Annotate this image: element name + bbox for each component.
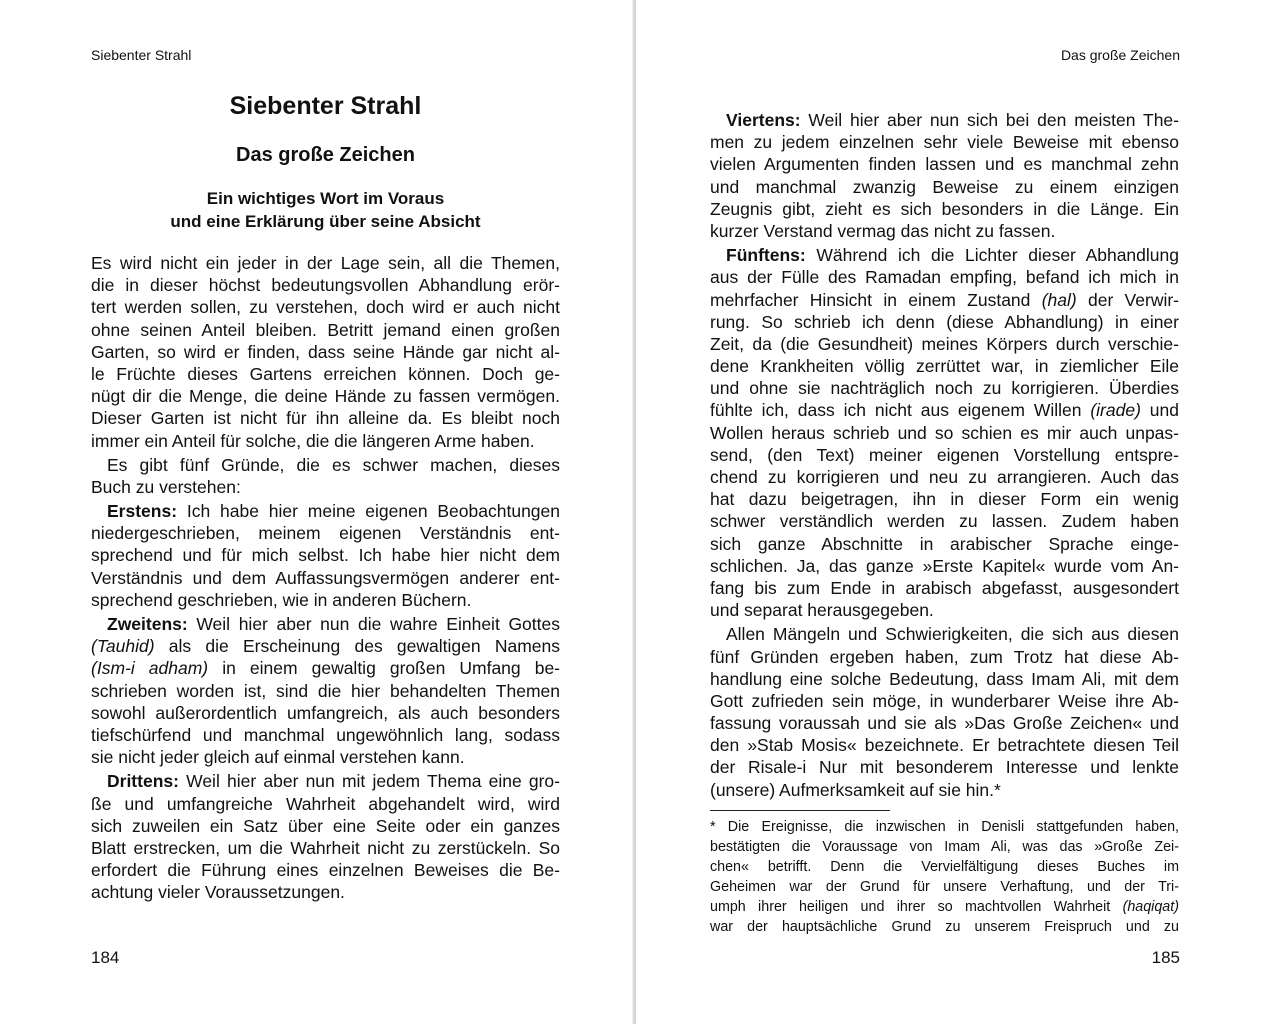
text-line: kurzer Verstand vermag das nicht zu fassen. <box>710 220 1056 241</box>
text-line: handlung eine solche Bedeutung, dass Imam Ali, mit dem <box>710 668 1179 689</box>
text-line: (Ism-i adham) in einem gewaltig großen Umfang be- <box>91 658 560 679</box>
footnote-rule <box>710 810 890 811</box>
section-heading-line: Ein wichtiges Wort im Voraus <box>206 189 445 208</box>
left-page <box>0 0 634 1024</box>
text-line: Es gibt fünf Gründe, die es schwer machen, dieses <box>107 454 560 475</box>
text-line: men zu jedem einzelnen sehr viele Beweise mit ebenso <box>710 132 1179 153</box>
text-line: Gott zufrieden sein möge, in wunderbarer Weise ihre Ab- <box>710 690 1179 711</box>
text-line: war der hauptsächliche Grund zu unserem Freispruch und zu <box>710 918 1179 935</box>
text-line: Zeit, da (die Gesundheit) meines Körpers durch verschie- <box>710 333 1179 354</box>
text-line: tiefschürfend und manchmal ungewöhnlich lang, sodass <box>91 724 560 745</box>
text-line: sie nicht jeder gleich auf einmal verstehen kann. <box>91 747 465 768</box>
text-line: (unsere) Aufmerksamkeit auf sie hin.* <box>710 779 1001 800</box>
paragraph <box>91 770 560 903</box>
text-line: dene Krankheiten völlig zerrüttet war, in ziemlicher Eile <box>710 356 1179 377</box>
text-line: ohne seinen Anteil bleiben. Betritt jemand einen großen <box>91 319 560 340</box>
paragraph <box>710 109 1179 242</box>
paragraph <box>91 613 560 768</box>
text-line: achtung vieler Voraussetzungen. <box>91 882 345 903</box>
running-head: Das große Zeichen <box>1060 47 1180 63</box>
chapter-subtitle: Das große Zeichen <box>236 144 415 166</box>
paragraph <box>91 252 560 452</box>
text-line: (Tauhid) als die Erscheinung des gewaltigen Namens <box>91 636 560 657</box>
paragraph <box>710 623 1179 801</box>
text-line: chend zu korrigieren und neu zu arrangieren. Auch das <box>710 467 1179 487</box>
text-line: fünf Gründen ergeben haben, zum Trotz hat diese Ab- <box>710 646 1179 667</box>
text-line: fang bis zum Ende in arabisch abgefasst, ausgesondert <box>710 577 1179 598</box>
text-line: Zeugnis gibt, zieht es sich besonders in die Länge. Ein <box>710 198 1179 219</box>
section-heading <box>91 188 560 233</box>
text-line: umph ihrer heiligen und ihrer so machtvollen Wahrheit (haqiqat) <box>710 898 1179 915</box>
text-line: den »Stab Mosis« bezeichnete. Er betrachtete diesen Teil <box>710 735 1179 756</box>
text-line: le Früchte dieses Gartens erreichen können. Doch ge- <box>91 363 560 384</box>
text-line: aus der Fülle des Ramadan empfing, befand ich mich in <box>710 267 1179 288</box>
text-line: sprechend geschrieben, wie in anderen Büchern. <box>91 589 472 610</box>
footnote <box>710 817 1179 937</box>
text-line: immer ein Anteil für solche, die die längeren Arme haben. <box>91 430 535 451</box>
text-line: hat dazu beigetragen, ihn in dieser Form ein wenig <box>710 489 1179 510</box>
text-line: niedergeschrieben, meinem eigenen Verständnis ent- <box>91 523 560 544</box>
text-line: chen« betrifft. Denn die Vervielfältigung dieses Buches im <box>710 858 1179 875</box>
text-line: schwer verständlich werden zu lassen. Zudem haben <box>710 511 1179 532</box>
text-line: und separat herausgegeben. <box>710 600 934 621</box>
text-line: Buch zu verstehen: <box>91 476 241 497</box>
text-line: Wollen heraus schrieb und so schien es mir auch unpas- <box>710 422 1179 443</box>
text-line: tert werden sollen, zu verstehen, doch wird er auch nicht <box>91 297 560 318</box>
text-line: fassung voraussah und sie als »Das Große Zeichen« und <box>710 713 1179 734</box>
text-line: vielen Argumenten finden lassen und es manchmal zehn <box>710 154 1179 175</box>
text-line: Garten, so wird er finden, dass seine Hände gar nicht al- <box>91 341 560 362</box>
text-line: Blatt erstrecken, um die Wahrheit nicht zu zerstückeln. So <box>91 837 560 858</box>
text-line: schlichen. Ja, das ganze »Erste Kapitel« wurde vom An- <box>710 555 1179 576</box>
text-line: Viertens: Weil hier aber nun sich bei den meisten The- <box>726 110 1179 130</box>
text-line: sich zuweilen ein Satz über eine Seite oder ein ganzes <box>91 815 560 836</box>
text-line: Fünftens: Während ich die Lichter dieser Abhandlung <box>726 245 1179 266</box>
text-line: mehrfacher Hinsicht in einem Zustand (hal) der Verwir- <box>710 289 1180 310</box>
text-line: Dieser Garten ist nicht für ihn alleine da. Es bleibt noch <box>91 408 560 429</box>
text-line: send, (den Text) meiner eigenen Vorstellung entspre- <box>710 444 1179 465</box>
body-text <box>710 109 1179 801</box>
text-line: fühlte ich, dass ich nicht aus eigenem Willen (irade) und <box>710 400 1179 421</box>
running-head: Siebenter Strahl <box>91 47 192 63</box>
text-line: Es wird nicht ein jeder in der Lage sein, all die Themen, <box>91 253 560 273</box>
text-line: schrieben worden ist, sind die hier behandelten Themen <box>91 680 560 701</box>
right-page <box>636 0 1270 1024</box>
text-line: rung. So schrieb ich denn (diese Abhandlung) in einer <box>710 311 1179 332</box>
text-line: der Risale-i Nur mit besonderem Interesse und lenkte <box>710 757 1179 778</box>
text-line: sprechend und für mich selbst. Ich habe hier nicht dem <box>91 545 560 566</box>
text-line: erfordert die Führung eines einzelnen Beweises die Be- <box>91 860 560 881</box>
text-line: sowohl außerordentlich umfangreich, als auch besonders <box>91 702 560 723</box>
page-number: 184 <box>91 948 120 967</box>
chapter-title: Siebenter Strahl <box>229 92 422 120</box>
text-line: Erstens: Ich habe hier meine eigenen Beobachtungen <box>107 501 560 522</box>
paragraph <box>91 454 560 498</box>
text-line: Drittens: Weil hier aber nun mit jedem Thema eine gro- <box>107 771 560 792</box>
page-number: 185 <box>1151 948 1180 967</box>
text-line: nügt dir die Menge, die deine Hände zu fassen vermögen. <box>91 386 560 407</box>
text-line: Verständnis und dem Auffassungsvermögen anderer ent- <box>91 567 560 588</box>
text-line: sich ganze Abschnitte in arabischer Sprache einge- <box>710 533 1179 554</box>
text-column <box>710 90 1179 937</box>
text-line: * Die Ereignisse, die inzwischen in Denisli stattgefunden haben, <box>710 818 1179 835</box>
text-line: die in dieser höchst bedeutungsvollen Abhandlung erör- <box>91 275 560 296</box>
text-line: Allen Mängeln und Schwierigkeiten, die sich aus diesen <box>726 624 1179 645</box>
text-line: und manchmal zwanzig Beweise zu einem einzigen <box>710 176 1179 197</box>
text-line: bestätigten die Voraussage von Imam Ali, was das »Große Zei- <box>710 838 1179 855</box>
text-line: Geheimen war der Grund für unsere Verhaftung, und der Tri- <box>710 878 1179 895</box>
body-text <box>91 252 560 903</box>
text-line: ße und umfangreiche Wahrheit abgehandelt wird, wird <box>91 793 560 814</box>
text-column <box>91 86 560 903</box>
text-line: und ohne sie nachträglich noch zu korrigieren. Überdies <box>710 378 1179 399</box>
paragraph <box>91 500 560 611</box>
text-line: Zweitens: Weil hier aber nun die wahre Einheit Gottes <box>107 614 560 634</box>
section-heading-line: und eine Erklärung über seine Absicht <box>170 211 481 231</box>
paragraph <box>710 244 1179 621</box>
